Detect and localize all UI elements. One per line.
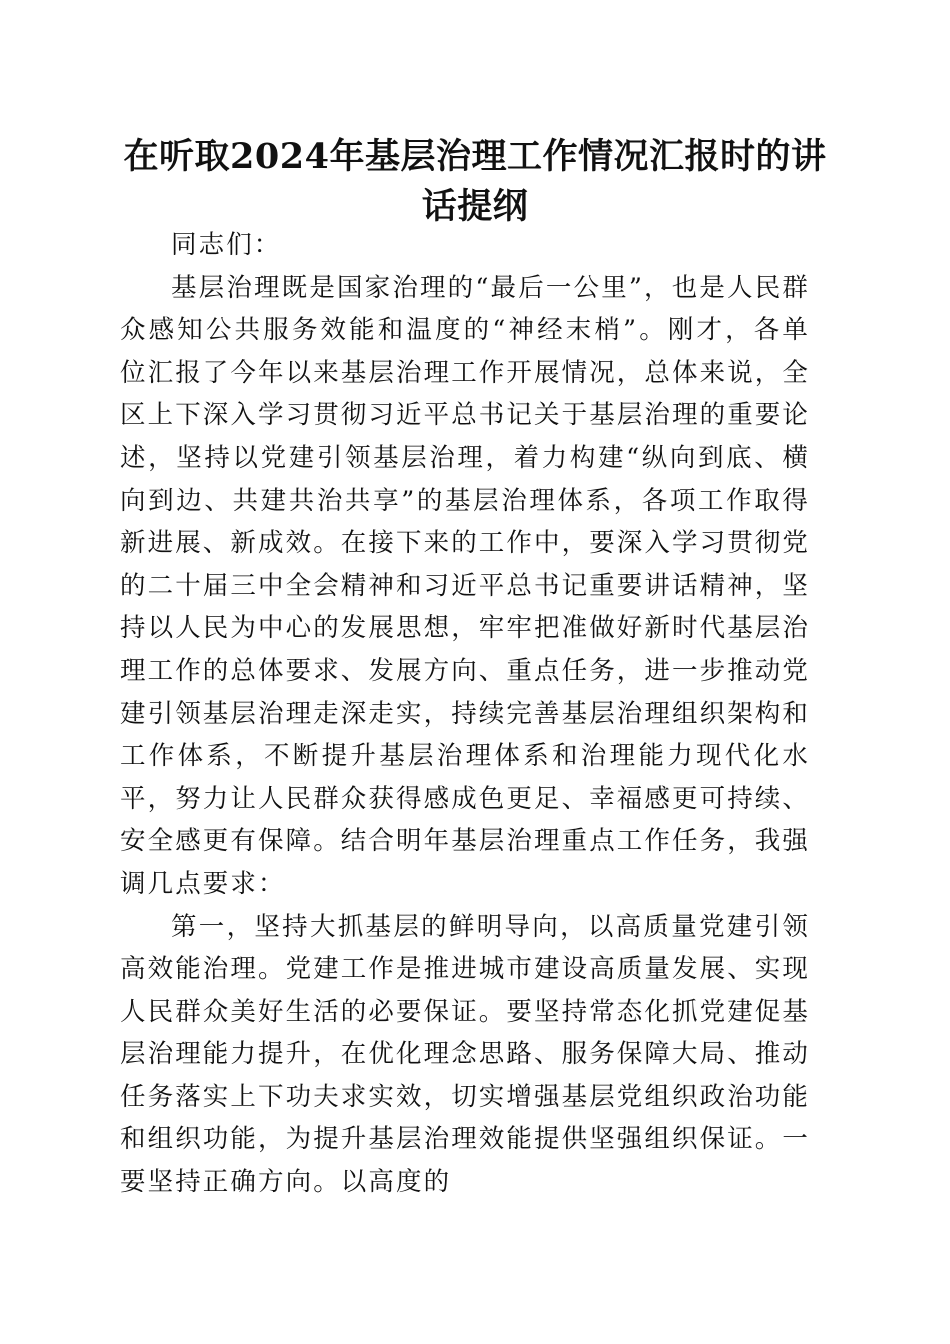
body-paragraph: 基层治理既是国家治理的“最后一公里”，也是人民群众感知公共服务效能和温度的“神经末梢”。刚才，各单位汇报了今年以来基层治理工作开展情况，总体来说，全区上下深入学习贯彻习近平总书记关于基层治理的重要论述，坚持以党建引领基层治理，着力构建“纵向到底、横向到边、共建共治共享”的基层治理体系，各项工作取得新进展、新成效。在接下来的工作中，要深入学习贯彻党的二十届三中全会精神和习近平总书记重要讲话精神，坚持以人民为中心的发展思想，牢牢把准做好新时代基层治理工作的总体要求、发展方向、重点任务，进一步推动党建引领基层治理走深走实，持续完善基层治理组织架构和工作体系，不断提升基层治理体系和治理能力现代化水平，努力让人民群众获得感成色更足、幸福感更可持续、安全感更有保障。结合明年基层治理重点工作任务，我强调几点要求： bbox=[120, 272, 811, 899]
document-body bbox=[120, 224, 810, 1204]
body-paragraph: 第一，坚持大抓基层的鲜明导向，以高质量党建引领高效能治理。党建工作是推进城市建设高质量发展、实现人民群众美好生活的必要保证。要坚持常态化抓党建促基层治理能力提升，在优化理念思路、服务保障大局、推动任务落实上下功夫求实效，切实增强基层党组织政治功能和组织功能，为提升基层治理效能提供坚强组织保证。一要坚持正确方向。以高度的 bbox=[120, 911, 811, 1198]
salutation: 同志们： bbox=[171, 230, 282, 260]
document-title: 在听取2024年基层治理工作情况汇报时的讲话提纲 bbox=[123, 136, 827, 227]
